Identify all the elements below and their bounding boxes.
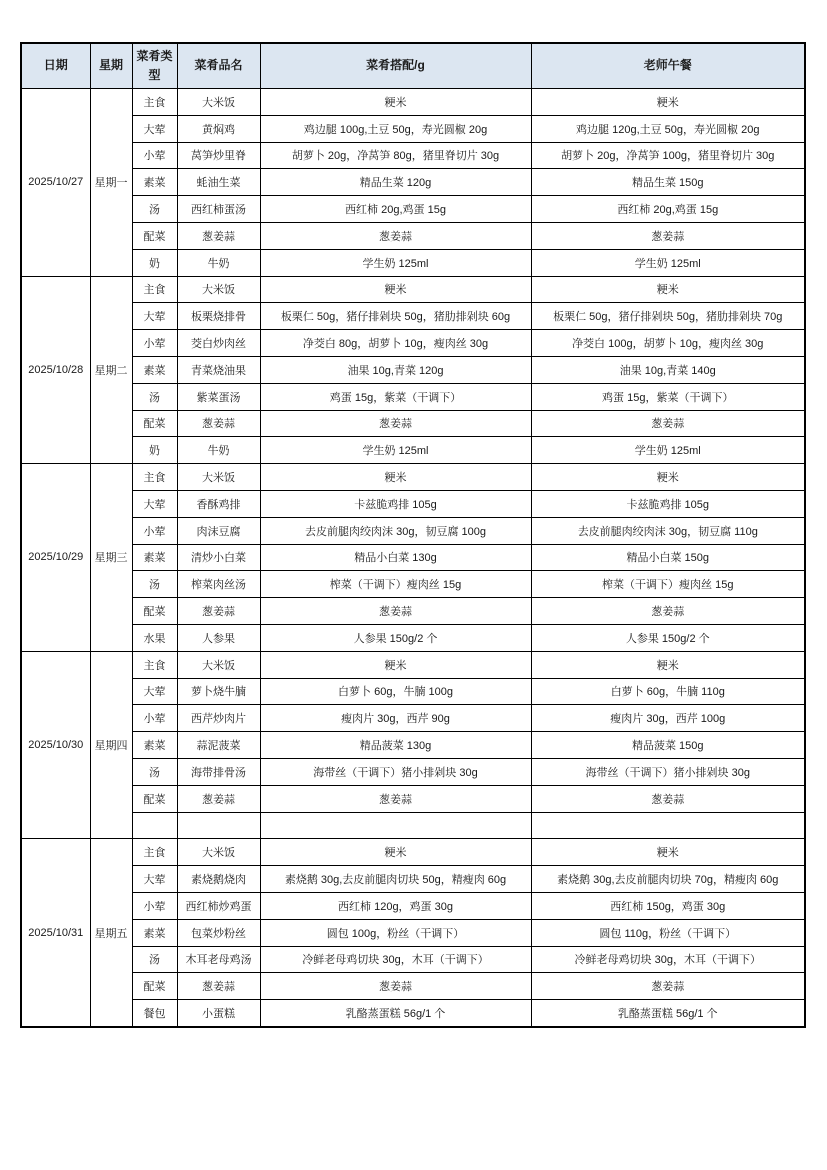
dish-combo-cell: 冷鲜老母鸡切块 30g，木耳（干调下）	[260, 946, 531, 973]
teacher-lunch-cell: 葱姜蒜	[531, 973, 805, 1000]
teacher-lunch-cell: 鸡蛋 15g，紫菜（干调下）	[531, 383, 805, 410]
dish-type-cell: 配菜	[132, 410, 177, 437]
dish-name-cell: 葱姜蒜	[177, 785, 260, 812]
dish-name-cell: 板栗烧排骨	[177, 303, 260, 330]
teacher-lunch-cell: 卡兹脆鸡排 105g	[531, 490, 805, 517]
header-dish-name: 菜肴品名	[177, 43, 260, 89]
date-cell: 2025/10/27	[21, 89, 90, 277]
dish-name-cell: 大米饭	[177, 89, 260, 116]
dish-name-cell: 青菜烧油果	[177, 356, 260, 383]
date-cell: 2025/10/28	[21, 276, 90, 464]
menu-row	[21, 892, 805, 919]
menu-row	[21, 169, 805, 196]
teacher-lunch-cell: 葱姜蒜	[531, 785, 805, 812]
dish-type-cell: 大荤	[132, 115, 177, 142]
dish-name-cell: 素烧鹅烧肉	[177, 866, 260, 893]
weekday-cell: 星期五	[90, 839, 132, 1027]
menu-row	[21, 196, 805, 223]
dish-name-cell: 黄焖鸡	[177, 115, 260, 142]
dish-combo-cell: 鸡蛋 15g，紫菜（干调下）	[260, 383, 531, 410]
menu-row	[21, 919, 805, 946]
dish-type-cell: 小荤	[132, 892, 177, 919]
dish-combo-cell: 葱姜蒜	[260, 973, 531, 1000]
dish-combo-cell: 白萝卜 60g，牛腩 100g	[260, 678, 531, 705]
dish-name-cell: 西红柿蛋汤	[177, 196, 260, 223]
dish-combo-cell: 学生奶 125ml	[260, 249, 531, 276]
dish-name-cell: 葱姜蒜	[177, 598, 260, 625]
dish-type-cell: 主食	[132, 651, 177, 678]
weekday-cell: 星期一	[90, 89, 132, 277]
dish-combo-cell: 素烧鹅 30g,去皮前腿肉切块 50g，精瘦肉 60g	[260, 866, 531, 893]
menu-row	[21, 249, 805, 276]
header-row	[21, 43, 805, 89]
header-dish-combo: 菜肴搭配/g	[260, 43, 531, 89]
dish-combo-cell: 粳米	[260, 464, 531, 491]
menu-row	[21, 705, 805, 732]
teacher-lunch-cell: 西红柿 20g,鸡蛋 15g	[531, 196, 805, 223]
teacher-lunch-cell	[531, 812, 805, 839]
teacher-lunch-cell: 净茭白 100g，胡萝卜 10g，瘦肉丝 30g	[531, 330, 805, 357]
dish-type-cell: 汤	[132, 196, 177, 223]
dish-combo-cell: 胡萝卜 20g，净莴笋 80g，猪里脊切片 30g	[260, 142, 531, 169]
dish-combo-cell: 乳酪蒸蛋糕 56g/1 个	[260, 1000, 531, 1027]
dish-combo-cell: 葱姜蒜	[260, 222, 531, 249]
dish-combo-cell: 粳米	[260, 651, 531, 678]
teacher-lunch-cell: 乳酪蒸蛋糕 56g/1 个	[531, 1000, 805, 1027]
dish-type-cell: 汤	[132, 383, 177, 410]
dish-type-cell: 素菜	[132, 356, 177, 383]
dish-type-cell: 汤	[132, 946, 177, 973]
dish-name-cell: 榨菜肉丝汤	[177, 571, 260, 598]
teacher-lunch-cell: 粳米	[531, 464, 805, 491]
dish-combo-cell: 鸡边腿 100g,土豆 50g，寿光圆椒 20g	[260, 115, 531, 142]
menu-row	[21, 1000, 805, 1027]
header-weekday: 星期	[90, 43, 132, 89]
teacher-lunch-cell: 胡萝卜 20g，净莴笋 100g，猪里脊切片 30g	[531, 142, 805, 169]
menu-row	[21, 115, 805, 142]
menu-row	[21, 651, 805, 678]
dish-name-cell: 香酥鸡排	[177, 490, 260, 517]
dish-combo-cell: 粳米	[260, 89, 531, 116]
dish-type-cell: 餐包	[132, 1000, 177, 1027]
dish-combo-cell: 瘦肉片 30g，西芹 90g	[260, 705, 531, 732]
dish-combo-cell: 精品菠菜 130g	[260, 732, 531, 759]
dish-name-cell: 大米饭	[177, 464, 260, 491]
menu-row	[21, 276, 805, 303]
dish-name-cell: 蒜泥菠菜	[177, 732, 260, 759]
dish-combo-cell: 粳米	[260, 839, 531, 866]
menu-row	[21, 89, 805, 116]
dish-name-cell: 海带排骨汤	[177, 758, 260, 785]
dish-combo-cell: 葱姜蒜	[260, 598, 531, 625]
dish-name-cell: 木耳老母鸡汤	[177, 946, 260, 973]
teacher-lunch-cell: 粳米	[531, 839, 805, 866]
teacher-lunch-cell: 葱姜蒜	[531, 222, 805, 249]
teacher-lunch-cell: 鸡边腿 120g,土豆 50g，寿光圆椒 20g	[531, 115, 805, 142]
dish-type-cell: 素菜	[132, 732, 177, 759]
dish-type-cell: 小荤	[132, 142, 177, 169]
menu-row	[21, 946, 805, 973]
teacher-lunch-cell: 葱姜蒜	[531, 598, 805, 625]
teacher-lunch-cell: 榨菜（干调下）瘦肉丝 15g	[531, 571, 805, 598]
menu-table-header	[21, 43, 805, 89]
dish-type-cell: 小荤	[132, 517, 177, 544]
dish-type-cell: 奶	[132, 249, 177, 276]
teacher-lunch-cell: 粳米	[531, 276, 805, 303]
dish-combo-cell: 海带丝（干调下）猪小排剁块 30g	[260, 758, 531, 785]
menu-row	[21, 330, 805, 357]
teacher-lunch-cell: 粳米	[531, 89, 805, 116]
menu-row	[21, 598, 805, 625]
dish-combo-cell: 板栗仁 50g，猪仔排剁块 50g，猪肋排剁块 60g	[260, 303, 531, 330]
dish-name-cell: 大米饭	[177, 839, 260, 866]
dish-type-cell: 汤	[132, 758, 177, 785]
dish-name-cell: 蚝油生菜	[177, 169, 260, 196]
weekday-cell: 星期四	[90, 651, 132, 839]
dish-name-cell: 茭白炒肉丝	[177, 330, 260, 357]
dish-type-cell: 水果	[132, 624, 177, 651]
menu-row	[21, 544, 805, 571]
menu-row	[21, 222, 805, 249]
teacher-lunch-cell: 瘦肉片 30g，西芹 100g	[531, 705, 805, 732]
dish-name-cell: 清炒小白菜	[177, 544, 260, 571]
dish-combo-cell: 西红柿 20g,鸡蛋 15g	[260, 196, 531, 223]
dish-name-cell: 肉沫豆腐	[177, 517, 260, 544]
dish-name-cell: 葱姜蒜	[177, 222, 260, 249]
dish-type-cell: 大荤	[132, 303, 177, 330]
dish-type-cell: 配菜	[132, 785, 177, 812]
menu-row	[21, 437, 805, 464]
menu-row	[21, 517, 805, 544]
dish-combo-cell: 葱姜蒜	[260, 410, 531, 437]
teacher-lunch-cell: 海带丝（干调下）猪小排剁块 30g	[531, 758, 805, 785]
teacher-lunch-cell: 素烧鹅 30g,去皮前腿肉切块 70g，精瘦肉 60g	[531, 866, 805, 893]
menu-row	[21, 303, 805, 330]
dish-type-cell: 主食	[132, 464, 177, 491]
teacher-lunch-cell: 板栗仁 50g，猪仔排剁块 50g，猪肋排剁块 70g	[531, 303, 805, 330]
teacher-lunch-cell: 人参果 150g/2 个	[531, 624, 805, 651]
teacher-lunch-cell: 葱姜蒜	[531, 410, 805, 437]
teacher-lunch-cell: 冷鲜老母鸡切块 30g，木耳（干调下）	[531, 946, 805, 973]
teacher-lunch-cell: 精品小白菜 150g	[531, 544, 805, 571]
dish-type-cell	[132, 812, 177, 839]
dish-type-cell: 小荤	[132, 330, 177, 357]
dish-name-cell: 牛奶	[177, 437, 260, 464]
header-date: 日期	[21, 43, 90, 89]
weekday-cell: 星期二	[90, 276, 132, 464]
header-teacher-lunch: 老师午餐	[531, 43, 805, 89]
dish-type-cell: 奶	[132, 437, 177, 464]
dish-name-cell: 西芹炒肉片	[177, 705, 260, 732]
menu-row	[21, 571, 805, 598]
menu-row	[21, 356, 805, 383]
weekday-cell: 星期三	[90, 464, 132, 652]
header-dish-type: 菜肴类型	[132, 43, 177, 89]
dish-name-cell	[177, 812, 260, 839]
dish-type-cell: 大荤	[132, 490, 177, 517]
weekly-menu-table	[20, 42, 806, 1028]
teacher-lunch-cell: 学生奶 125ml	[531, 249, 805, 276]
menu-row	[21, 383, 805, 410]
dish-type-cell: 配菜	[132, 598, 177, 625]
dish-combo-cell: 圆包 100g，粉丝（干调下）	[260, 919, 531, 946]
teacher-lunch-cell: 学生奶 125ml	[531, 437, 805, 464]
date-cell: 2025/10/30	[21, 651, 90, 839]
dish-combo-cell: 卡兹脆鸡排 105g	[260, 490, 531, 517]
dish-type-cell: 主食	[132, 276, 177, 303]
dish-combo-cell: 精品小白菜 130g	[260, 544, 531, 571]
menu-row	[21, 142, 805, 169]
dish-combo-cell	[260, 812, 531, 839]
menu-row	[21, 410, 805, 437]
teacher-lunch-cell: 精品生菜 150g	[531, 169, 805, 196]
dish-type-cell: 素菜	[132, 919, 177, 946]
dish-name-cell: 紫菜蛋汤	[177, 383, 260, 410]
teacher-lunch-cell: 白萝卜 60g，牛腩 110g	[531, 678, 805, 705]
dish-combo-cell: 油果 10g,青菜 120g	[260, 356, 531, 383]
menu-row	[21, 812, 805, 839]
teacher-lunch-cell: 精品菠菜 150g	[531, 732, 805, 759]
menu-row	[21, 866, 805, 893]
dish-name-cell: 小蛋糕	[177, 1000, 260, 1027]
dish-combo-cell: 榨菜（干调下）瘦肉丝 15g	[260, 571, 531, 598]
dish-name-cell: 葱姜蒜	[177, 973, 260, 1000]
teacher-lunch-cell: 圆包 110g，粉丝（干调下）	[531, 919, 805, 946]
dish-name-cell: 牛奶	[177, 249, 260, 276]
dish-combo-cell: 葱姜蒜	[260, 785, 531, 812]
dish-name-cell: 大米饭	[177, 651, 260, 678]
dish-combo-cell: 净茭白 80g，胡萝卜 10g，瘦肉丝 30g	[260, 330, 531, 357]
dish-combo-cell: 精品生菜 120g	[260, 169, 531, 196]
menu-table-body	[21, 89, 805, 1027]
teacher-lunch-cell: 去皮前腿肉绞肉沫 30g，韧豆腐 110g	[531, 517, 805, 544]
teacher-lunch-cell: 油果 10g,青菜 140g	[531, 356, 805, 383]
dish-type-cell: 大荤	[132, 866, 177, 893]
dish-combo-cell: 去皮前腿肉绞肉沫 30g，韧豆腐 100g	[260, 517, 531, 544]
dish-name-cell: 包菜炒粉丝	[177, 919, 260, 946]
teacher-lunch-cell: 西红柿 150g，鸡蛋 30g	[531, 892, 805, 919]
menu-row	[21, 490, 805, 517]
dish-type-cell: 主食	[132, 839, 177, 866]
dish-name-cell: 葱姜蒜	[177, 410, 260, 437]
dish-type-cell: 小荤	[132, 705, 177, 732]
teacher-lunch-cell: 粳米	[531, 651, 805, 678]
dish-combo-cell: 学生奶 125ml	[260, 437, 531, 464]
menu-row	[21, 973, 805, 1000]
dish-type-cell: 素菜	[132, 169, 177, 196]
dish-combo-cell: 人参果 150g/2 个	[260, 624, 531, 651]
dish-type-cell: 素菜	[132, 544, 177, 571]
dish-name-cell: 萝卜烧牛腩	[177, 678, 260, 705]
date-cell: 2025/10/29	[21, 464, 90, 652]
menu-row	[21, 624, 805, 651]
dish-type-cell: 配菜	[132, 222, 177, 249]
dish-name-cell: 莴笋炒里脊	[177, 142, 260, 169]
menu-row	[21, 758, 805, 785]
dish-type-cell: 配菜	[132, 973, 177, 1000]
dish-type-cell: 汤	[132, 571, 177, 598]
dish-type-cell: 大荤	[132, 678, 177, 705]
dish-name-cell: 人参果	[177, 624, 260, 651]
dish-name-cell: 大米饭	[177, 276, 260, 303]
menu-row	[21, 839, 805, 866]
menu-row	[21, 464, 805, 491]
menu-row	[21, 785, 805, 812]
menu-row	[21, 678, 805, 705]
menu-row	[21, 732, 805, 759]
dish-type-cell: 主食	[132, 89, 177, 116]
date-cell: 2025/10/31	[21, 839, 90, 1027]
dish-name-cell: 西红柿炒鸡蛋	[177, 892, 260, 919]
dish-combo-cell: 西红柿 120g，鸡蛋 30g	[260, 892, 531, 919]
dish-combo-cell: 粳米	[260, 276, 531, 303]
